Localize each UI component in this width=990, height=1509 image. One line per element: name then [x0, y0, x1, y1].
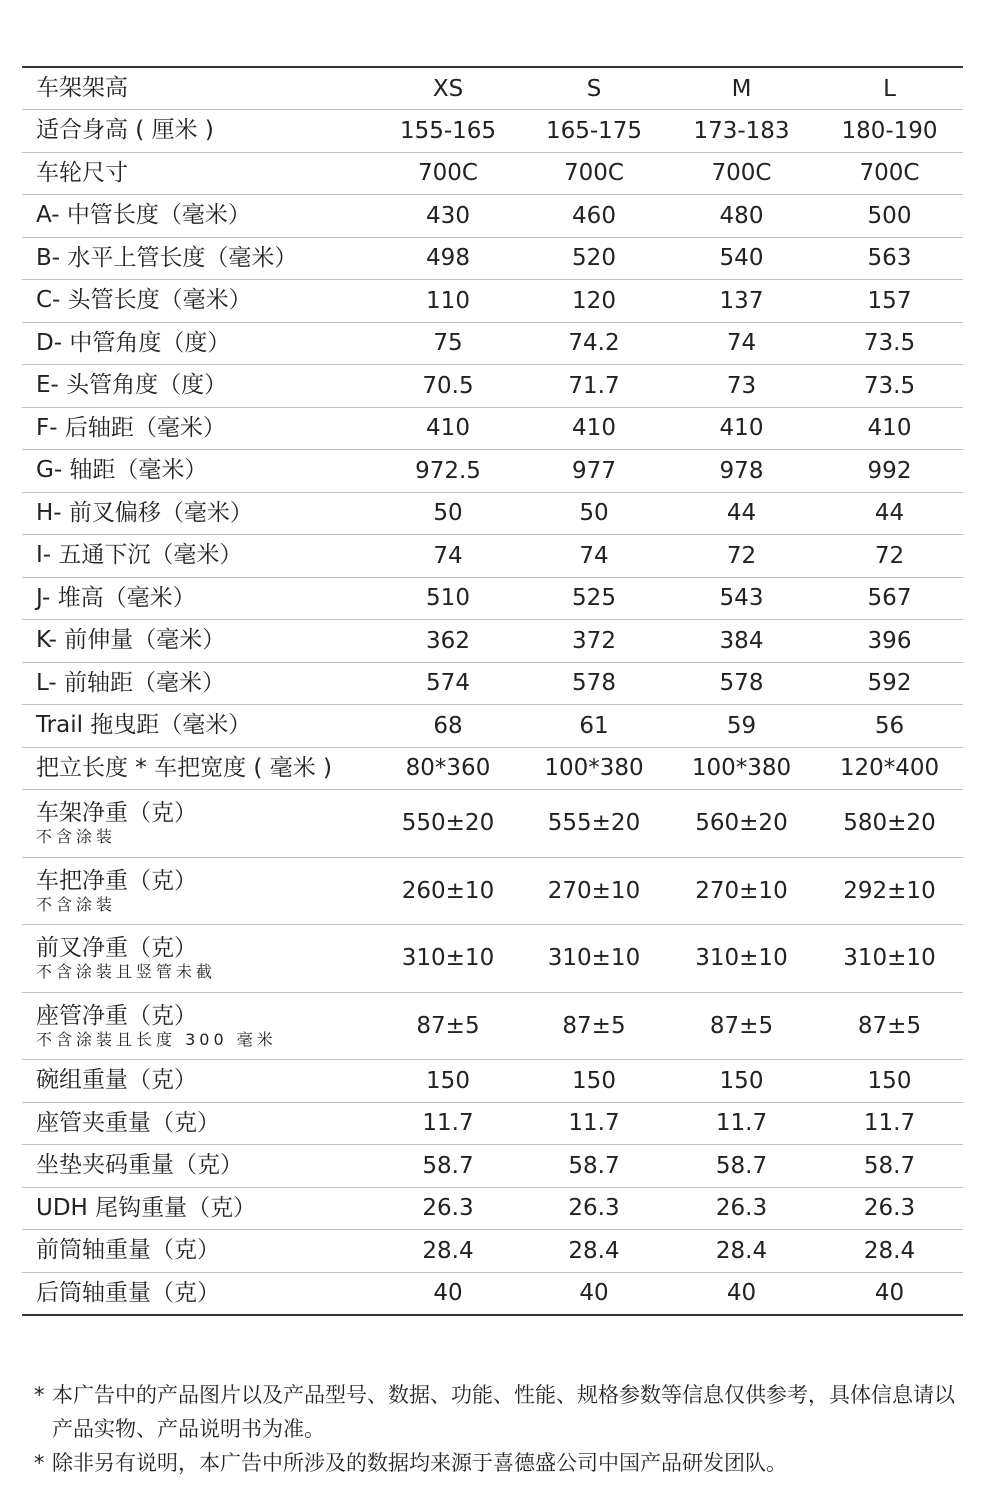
value-cell: 992	[867, 457, 912, 484]
value-cell: 26.3	[715, 1195, 768, 1222]
value-cell: 28.4	[568, 1237, 620, 1264]
size-header-cell: M	[731, 75, 752, 102]
value-cell: 40	[726, 1280, 757, 1306]
row-label-cell	[22, 705, 375, 748]
row-label: C- 头管长度（毫米）	[36, 287, 252, 314]
value-cell: 700C	[564, 160, 624, 187]
row-label: Trail 拖曳距（毫米）	[36, 712, 252, 739]
size-header-cell: L	[883, 75, 896, 102]
table-row	[22, 705, 963, 748]
value-cell: 74.2	[568, 330, 620, 357]
row-label: F- 后轴距（毫米）	[36, 414, 226, 441]
value-cell: 28.4	[422, 1237, 474, 1264]
row-sublabel: 不含涂装且长度 300 毫米	[36, 1029, 277, 1049]
value-cell: 500	[867, 202, 912, 229]
value-cell: 410	[426, 415, 470, 442]
value-cell: 40	[874, 1280, 905, 1306]
row-label-cell	[22, 280, 375, 323]
value-cell: 74	[579, 542, 609, 569]
table-row	[22, 1060, 963, 1103]
value-cell: 310±10	[547, 945, 641, 972]
value-cell: 73.5	[863, 330, 916, 357]
row-label-cell	[22, 1272, 375, 1315]
value-cell: 72	[726, 542, 757, 569]
row-label-cell	[22, 1230, 375, 1273]
value-cell: 978	[719, 457, 764, 484]
row-label-cell	[22, 790, 375, 858]
value-cell: 292±10	[843, 877, 936, 904]
value-cell: 580±20	[843, 810, 936, 837]
row-label: 前筒轴重量（克）	[36, 1237, 220, 1264]
value-cell: 310±10	[843, 945, 936, 972]
value-cell: 410	[867, 415, 912, 442]
value-cell: 120*400	[839, 755, 940, 782]
value-cell: 977	[572, 457, 616, 484]
row-label-cell	[22, 925, 375, 993]
value-cell: 11.7	[568, 1110, 620, 1137]
table-row	[22, 620, 963, 663]
row-sublabel: 不含涂装	[36, 827, 117, 847]
value-cell: 68	[433, 712, 463, 739]
value-cell: 430	[426, 202, 470, 229]
row-label: L- 前轴距（毫米）	[36, 669, 226, 696]
value-cell: 362	[426, 627, 470, 654]
size-header-cell: S	[586, 75, 602, 102]
row-label: G- 轴距（毫米）	[36, 457, 208, 484]
value-cell: 74	[726, 330, 757, 357]
table-row	[22, 1272, 963, 1315]
value-cell: 700C	[859, 160, 920, 187]
table-header-row	[22, 67, 963, 110]
value-cell: 173-183	[693, 117, 790, 144]
table-row	[22, 1102, 963, 1145]
value-cell: 70.5	[422, 372, 474, 399]
value-cell: 11.7	[863, 1110, 916, 1137]
row-label-cell	[22, 1187, 375, 1230]
value-cell: 525	[572, 585, 616, 612]
value-cell: 80*360	[405, 755, 491, 782]
value-cell: 26.3	[568, 1195, 620, 1222]
value-cell: 61	[579, 712, 609, 739]
value-cell: 150	[572, 1067, 616, 1094]
value-cell: 40	[579, 1280, 609, 1306]
value-cell: 50	[433, 500, 463, 527]
row-label-cell	[22, 492, 375, 535]
value-cell: 73	[726, 372, 757, 399]
table-row	[22, 925, 963, 993]
row-label: 座管净重（克）	[36, 1002, 197, 1029]
table-row	[22, 535, 963, 578]
footnotes	[34, 1378, 974, 1480]
value-cell: 560±20	[695, 810, 788, 837]
table-row	[22, 110, 963, 153]
value-cell: 555±20	[547, 810, 641, 837]
value-cell: 578	[572, 670, 616, 697]
row-label: A- 中管长度（毫米）	[36, 202, 251, 229]
value-cell: 384	[719, 627, 764, 654]
value-cell: 180-190	[841, 117, 938, 144]
value-cell: 72	[874, 542, 905, 569]
value-cell: 563	[867, 245, 912, 272]
row-label: 前叉净重（克）	[36, 935, 197, 962]
row-label-cell	[22, 407, 375, 450]
value-cell: 150	[719, 1067, 764, 1094]
row-label: 适合身高 ( 厘米 )	[36, 117, 214, 144]
value-cell: 260±10	[401, 877, 495, 904]
row-label-cell	[22, 110, 375, 153]
value-cell: 44	[726, 500, 757, 527]
row-label: H- 前叉偏移（毫米）	[36, 499, 253, 526]
table-row	[22, 747, 963, 790]
value-cell: 75	[433, 330, 463, 357]
value-cell: 137	[719, 287, 764, 314]
row-label-cell	[22, 365, 375, 408]
value-cell: 310±10	[401, 945, 495, 972]
row-label: K- 前伸量（毫米）	[36, 627, 226, 654]
geometry-spec-table	[22, 66, 963, 1316]
table-row	[22, 322, 963, 365]
footnote-text: 本广告中的产品图片以及产品型号、数据、功能、性能、规格参数等信息仅供参考，具体信息请以产品实物、产品说明书为准。	[52, 1383, 955, 1441]
value-cell: 120	[572, 287, 616, 314]
row-label-cell	[22, 747, 375, 790]
value-cell: 310±10	[695, 945, 788, 972]
row-label: 座管夹重量（克）	[36, 1109, 220, 1136]
value-cell: 543	[719, 585, 764, 612]
table-row	[22, 992, 963, 1060]
value-cell: 550±20	[401, 810, 495, 837]
value-cell: 58.7	[715, 1152, 768, 1179]
footnote-text: 除非另有说明，本广告中所涉及的数据均来源于喜德盛公司中国产品研发团队。	[52, 1451, 787, 1475]
table-row	[22, 237, 963, 280]
row-sublabel: 不含涂装	[36, 894, 117, 914]
row-label: UDH 尾钩重量（克）	[36, 1194, 257, 1221]
table-row	[22, 577, 963, 620]
row-label: E- 头管角度（度）	[36, 372, 228, 399]
row-label-cell	[22, 67, 375, 110]
row-label: 车架架高	[36, 75, 128, 101]
value-cell: 567	[867, 585, 912, 612]
value-cell: 396	[867, 627, 912, 654]
row-label: 车轮尺寸	[36, 159, 128, 186]
table-row	[22, 280, 963, 323]
value-cell: 410	[572, 415, 616, 442]
value-cell: 100*380	[691, 755, 792, 782]
row-label-cell	[22, 577, 375, 620]
value-cell: 578	[719, 670, 764, 697]
footnote	[34, 1378, 974, 1446]
value-cell: 540	[719, 245, 764, 272]
row-label-cell	[22, 1102, 375, 1145]
row-label-cell	[22, 620, 375, 663]
table-row	[22, 790, 963, 858]
value-cell: 58.7	[422, 1152, 474, 1179]
value-cell: 44	[874, 500, 905, 527]
row-sublabel: 不含涂装且竖管未截	[36, 962, 217, 982]
value-cell: 592	[867, 670, 912, 697]
value-cell: 73.5	[863, 372, 916, 399]
table-row	[22, 1230, 963, 1273]
row-label: I- 五通下沉（毫米）	[36, 542, 243, 569]
value-cell: 480	[719, 202, 764, 229]
value-cell: 74	[433, 542, 463, 569]
table-row	[22, 1145, 963, 1188]
row-label: 坐垫夹码重量（克）	[36, 1152, 243, 1179]
value-cell: 71.7	[568, 372, 620, 399]
value-cell: 270±10	[695, 877, 788, 904]
row-label-cell	[22, 195, 375, 238]
value-cell: 520	[572, 245, 616, 272]
table-row	[22, 492, 963, 535]
value-cell: 26.3	[422, 1195, 474, 1222]
row-label: 车把净重（克）	[36, 867, 197, 894]
value-cell: 56	[874, 712, 905, 739]
value-cell: 28.4	[715, 1237, 768, 1264]
value-cell: 700C	[418, 160, 478, 187]
table-row	[22, 450, 963, 493]
table-row	[22, 407, 963, 450]
value-cell: 155-165	[399, 117, 497, 144]
value-cell: 87±5	[562, 1012, 626, 1039]
row-label-cell	[22, 322, 375, 365]
value-cell: 972.5	[415, 457, 481, 484]
footnote	[34, 1446, 974, 1480]
value-cell: 150	[867, 1067, 912, 1094]
row-label: 车架净重（克）	[36, 800, 197, 827]
row-label-cell	[22, 450, 375, 493]
footnote-marker: *	[34, 1451, 45, 1475]
spec-table-body	[22, 67, 963, 1315]
row-label-cell	[22, 1145, 375, 1188]
value-cell: 110	[426, 287, 470, 314]
row-label-cell	[22, 662, 375, 705]
value-cell: 11.7	[715, 1110, 768, 1137]
value-cell: 87±5	[416, 1012, 480, 1039]
row-label-cell	[22, 237, 375, 280]
value-cell: 11.7	[422, 1110, 474, 1137]
row-label: J- 堆高（毫米）	[36, 584, 196, 611]
value-cell: 410	[719, 415, 764, 442]
table-row	[22, 195, 963, 238]
value-cell: 372	[572, 627, 616, 654]
value-cell: 87±5	[857, 1012, 922, 1039]
row-label: 后筒轴重量（克）	[36, 1279, 220, 1306]
value-cell: 498	[426, 245, 470, 272]
table-row	[22, 857, 963, 925]
value-cell: 700C	[711, 160, 772, 187]
row-label: 碗组重量（克）	[36, 1067, 197, 1094]
value-cell: 50	[579, 500, 609, 527]
value-cell: 58.7	[568, 1152, 620, 1179]
row-label-cell	[22, 1060, 375, 1103]
value-cell: 270±10	[547, 877, 641, 904]
row-label: 把立长度 * 车把宽度 ( 毫米 )	[36, 754, 333, 781]
value-cell: 58.7	[863, 1152, 916, 1179]
value-cell: 574	[426, 670, 470, 697]
row-label-cell	[22, 152, 375, 195]
value-cell: 28.4	[863, 1237, 916, 1264]
size-header-cell: XS	[432, 75, 464, 102]
value-cell: 26.3	[863, 1195, 916, 1222]
table-row	[22, 365, 963, 408]
footnote-marker: *	[34, 1383, 45, 1407]
value-cell: 165-175	[545, 117, 643, 144]
value-cell: 59	[726, 712, 757, 739]
value-cell: 40	[433, 1280, 463, 1306]
row-label-cell	[22, 857, 375, 925]
value-cell: 150	[426, 1067, 470, 1094]
row-label: B- 水平上管长度（毫米）	[36, 244, 298, 271]
row-label: D- 中管角度（度）	[36, 329, 231, 356]
value-cell: 87±5	[709, 1012, 774, 1039]
value-cell: 510	[426, 585, 470, 612]
table-row	[22, 1187, 963, 1230]
row-label-cell	[22, 535, 375, 578]
value-cell: 100*380	[544, 755, 644, 782]
value-cell: 460	[572, 202, 616, 229]
table-row	[22, 662, 963, 705]
row-label-cell	[22, 992, 375, 1060]
table-row	[22, 152, 963, 195]
value-cell: 157	[867, 287, 912, 314]
